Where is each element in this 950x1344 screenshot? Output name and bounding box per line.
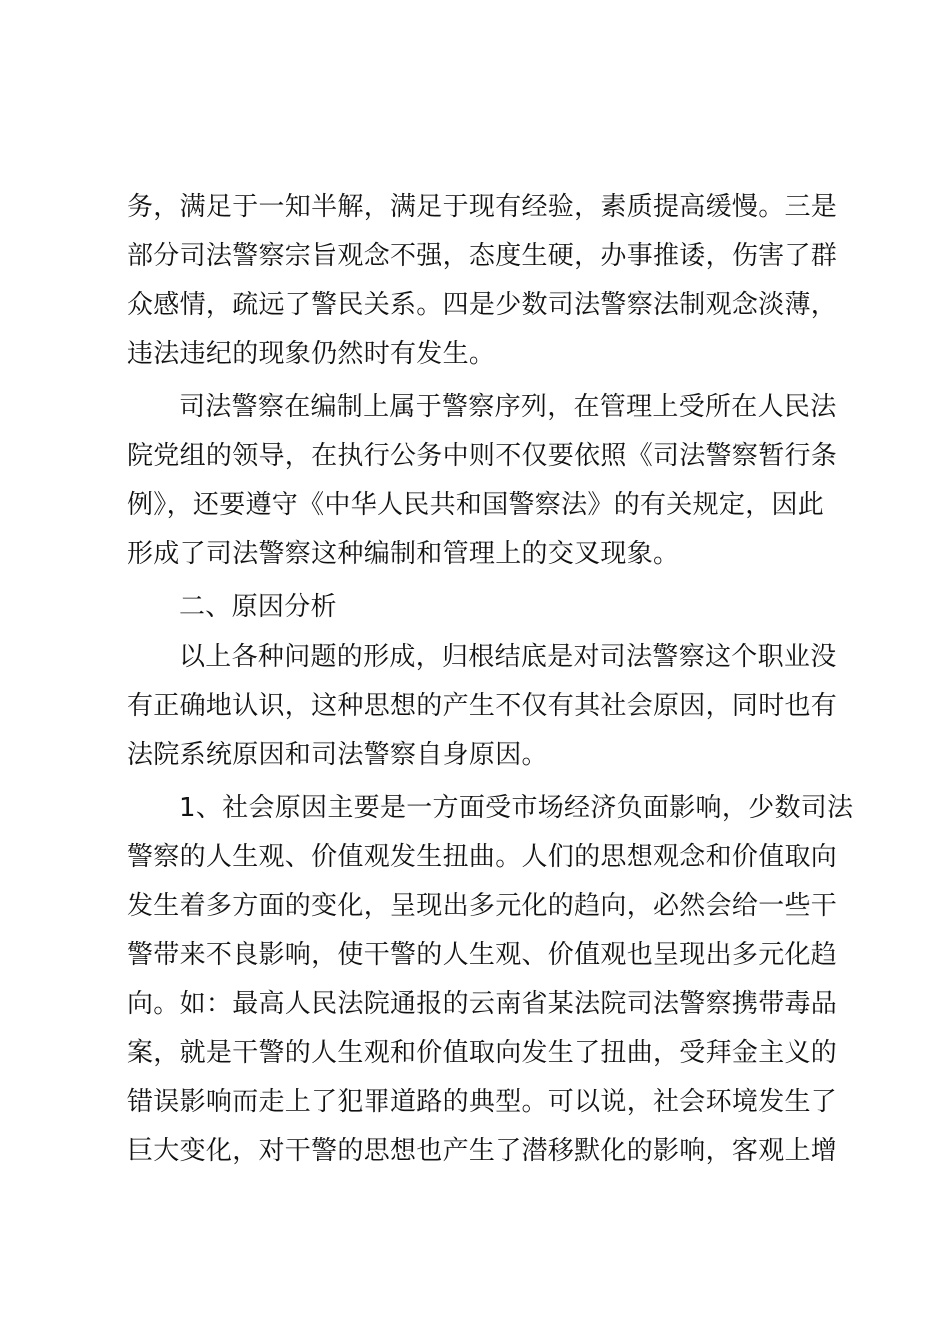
text-line: 有正确地认识，这种思想的产生不仅有其社会原因，同时也有 (127, 691, 838, 721)
text-line: 以上各种问题的形成，归根结底是对司法警察这个职业没 (179, 642, 837, 672)
text-line: 巨大变化，对干警的思想也产生了潜移默化的影响，客观上增 (127, 1136, 838, 1166)
text-line: 违法违纪的现象仍然时有发生。 (127, 339, 496, 369)
text-line: 例》，还要遵守《中华人民共和国警察法》的有关规定，因此 (127, 490, 825, 520)
text-line: 发生着多方面的变化，呈现出多元化的趋向，必然会给一些干 (127, 891, 838, 921)
text-line: 向。如：最高人民法院通报的云南省某法院司法警察携带毒品 (127, 989, 838, 1019)
text-line: 众感情，疏远了警民关系。四是少数司法警察法制观念淡薄， (127, 290, 838, 320)
text-line: 错误影响而走上了犯罪道路的典型。可以说，社会环境发生了 (127, 1087, 838, 1117)
text-line: 司法警察在编制上属于警察序列，在管理上受所在人民法 (179, 392, 837, 422)
text-line: 形成了司法警察这种编制和管理上的交叉现象。 (127, 539, 680, 569)
text-line: 院党组的领导，在执行公务中则不仅要依照《司法警察暂行条 (127, 441, 838, 471)
text-line: 1、社会原因主要是一方面受市场经济负面影响，少数司法 (179, 793, 854, 823)
text-line: 部分司法警察宗旨观念不强，态度生硬，办事推诿，伤害了群 (127, 241, 838, 271)
text-line: 案，就是干警的人生观和价值取向发生了扭曲，受拜金主义的 (127, 1038, 838, 1068)
text-line: 务，满足于一知半解，满足于现有经验，素质提高缓慢。三是 (127, 192, 838, 222)
text-line: 警察的人生观、价值观发生扭曲。人们的思想观念和价值取向 (127, 842, 838, 872)
section-heading: 二、原因分析 (179, 592, 337, 622)
text-line: 警带来不良影响，使干警的人生观、价值观也呈现出多元化趋 (127, 940, 838, 970)
text-line: 法院系统原因和司法警察自身原因。 (127, 740, 548, 770)
